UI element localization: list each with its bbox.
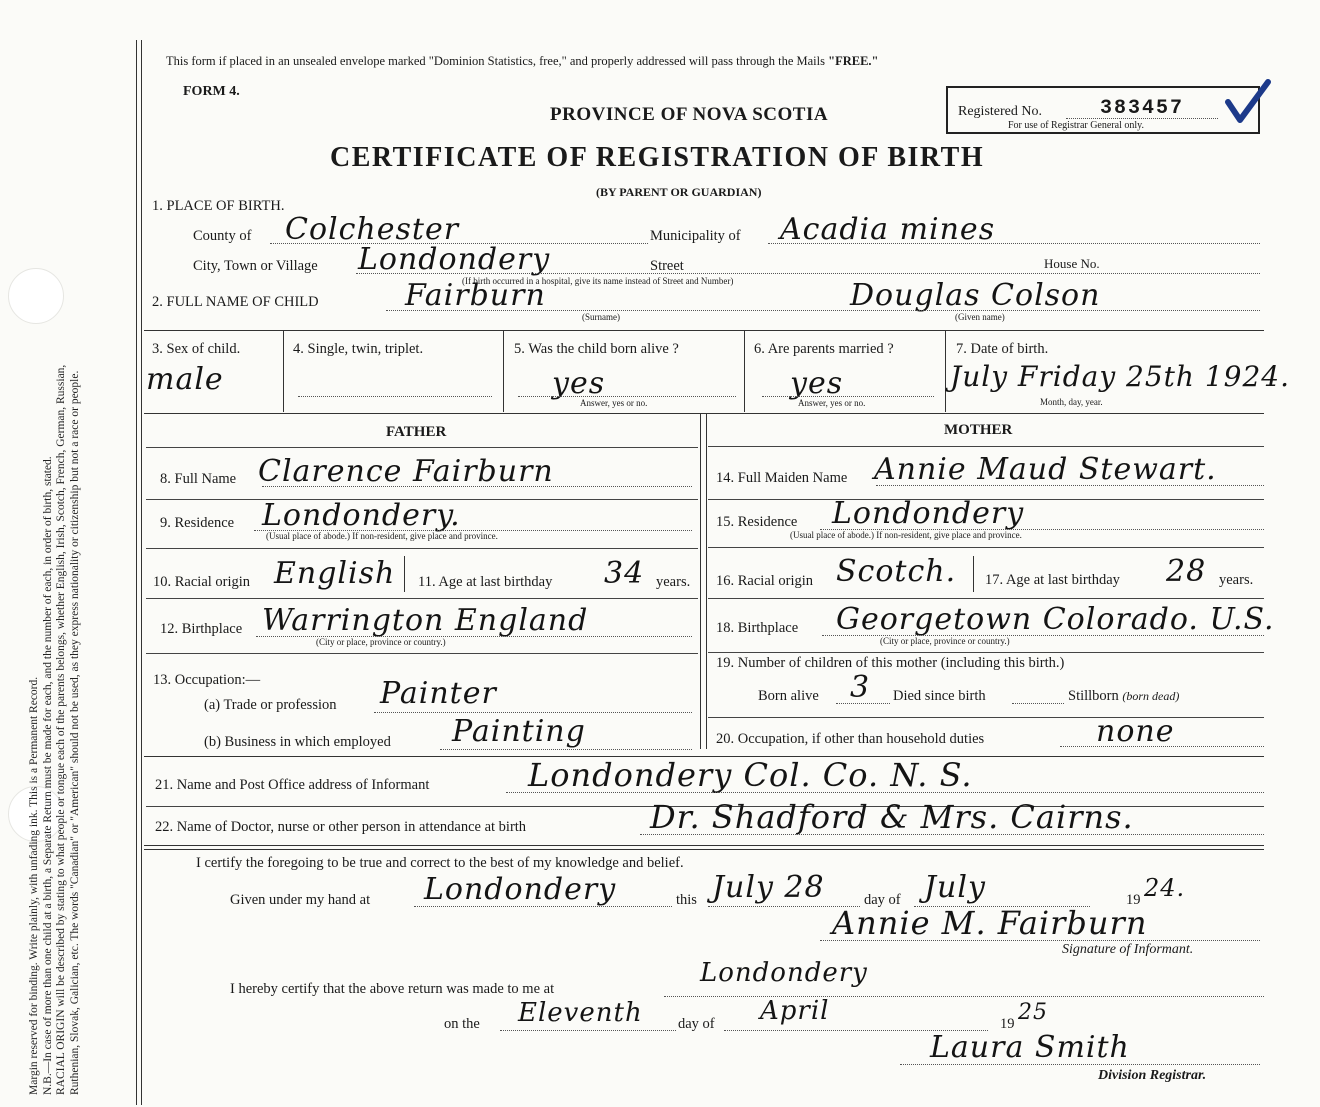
born-alive-count: 3 (850, 670, 871, 705)
mother-name-label: 14. Full Maiden Name (716, 470, 848, 486)
mother-name: Annie Maud Stewart. (874, 452, 1217, 487)
margin-note-line: N.B.—In case of more than one child at a birth, a Separate Return must be made for each, and the number of each, in order of birth, stated. (41, 456, 54, 1095)
mother-age-label: 17. Age at last birthday (985, 572, 1120, 588)
margin-notes (28, 45, 82, 1095)
day-of-label: day of (864, 892, 901, 908)
mother-age: 28 (1166, 554, 1207, 589)
born-alive-value: yes (552, 366, 606, 401)
on-the-label: on the (444, 1016, 480, 1032)
binding-rule-inner (141, 40, 142, 1105)
county-label: County of (193, 228, 252, 244)
margin-note-line: RACIAL ORIGIN will be described by stating to what people or tongue each of the parents belongs, whether English, Irish, Scotch, French, German, Russian, (55, 364, 68, 1095)
trade-label: (a) Trade or profession (204, 697, 337, 713)
page-title: CERTIFICATE OF REGISTRATION OF BIRTH (330, 142, 985, 173)
father-residence-label: 9. Residence (160, 515, 235, 531)
given-name-caption: (Given name) (955, 312, 1005, 322)
form-number: FORM 4. (183, 84, 240, 99)
mother-years: years. (1219, 572, 1254, 588)
child-surname: Fairburn (405, 278, 546, 313)
registrar-place: Londondery (700, 958, 868, 988)
mother-birthplace-note: (City or place, province or country.) (880, 636, 1010, 646)
informant-signature-label: Signature of Informant. (1062, 942, 1194, 957)
parents-married-value: yes (790, 366, 844, 401)
registrar-year: 25 (1018, 1000, 1048, 1025)
father-birthplace-label: 12. Birthplace (160, 621, 243, 637)
county-value: Colchester (285, 212, 460, 247)
hospital-note: (If birth occurred in a hospital, give its name instead of Street and Number) (462, 276, 734, 286)
informant-signature: Annie M. Fairburn (832, 904, 1148, 942)
margin-note-line: Margin reserved for binding. Write plainly, with unfading ink. This is a Permanent Record. (28, 676, 40, 1095)
mother-residence-label: 15. Residence (716, 514, 798, 530)
mother-racial: Scotch. (836, 554, 957, 589)
surname-caption: (Surname) (582, 312, 620, 322)
margin-note-line: Ruthenian, Slovak, Galician, etc. The words "Canadian" or "American" should not be used, as they express nationality or citizenship but not a race or people. (68, 370, 81, 1095)
father-birthplace-note: (City or place, province or country.) (316, 637, 446, 647)
business-value: Painting (452, 714, 586, 749)
registrar-day-of-label: day of (678, 1016, 715, 1032)
sex-label: 3. Sex of child. (152, 341, 241, 357)
check-icon (1222, 76, 1274, 128)
mother-occupation: none (1096, 714, 1175, 749)
doctor-label: 22. Name of Doctor, nurse or other person in attendance at birth (155, 819, 527, 835)
dob-note: Month, day, year. (1040, 397, 1103, 407)
informant-value: Londondery Col. Co. N. S. (528, 756, 973, 794)
father-age: 34 (604, 556, 645, 591)
father-years: years. (656, 574, 691, 590)
dob-label: 7. Date of birth. (956, 341, 1049, 357)
given-place: Londondery (424, 872, 617, 907)
registration-box (946, 86, 1260, 134)
born-alive-label: 5. Was the child born alive ? (514, 341, 679, 357)
father-age-label: 11. Age at last birthday (418, 574, 553, 590)
father-racial: English (274, 556, 396, 591)
father-residence: Londondery. (262, 498, 461, 533)
registrar-signature-label: Division Registrar. (1098, 1068, 1207, 1083)
mail-notice (166, 54, 878, 69)
mother-occupation-label: 20. Occupation, if other than household duties (716, 731, 985, 747)
multiple-birth-label: 4. Single, twin, triplet. (293, 341, 424, 357)
mail-free-text: "FREE." (828, 54, 879, 68)
father-racial-label: 10. Racial origin (153, 574, 251, 590)
child-given-name: Douglas Colson (850, 278, 1101, 313)
father-birthplace: Warrington England (262, 603, 589, 638)
father-heading: FATHER (386, 424, 447, 440)
city-value: Londondery (358, 242, 551, 277)
father-name: Clarence Fairburn (258, 454, 554, 489)
children-count-label: 19. Number of children of this mother (including this birth.) (716, 655, 1065, 671)
occupation-label: 13. Occupation:— (153, 672, 261, 688)
stillborn-label (1068, 688, 1179, 705)
registered-number: 383457 (1100, 97, 1185, 120)
certify-statement: I certify the foregoing to be true and correct to the best of my knowledge and belief. (196, 855, 684, 871)
place-heading: 1. PLACE OF BIRTH. (152, 198, 285, 214)
day-of-value: July (924, 870, 986, 905)
father-abode-note: (Usual place of abode.) If non-resident, give place and province. (266, 531, 498, 541)
year-prefix: 19 (1126, 892, 1141, 908)
born-alive-count-label: Born alive (758, 688, 819, 704)
answer-note: Answer, yes or no. (798, 398, 866, 408)
stillborn-note: (born dead) (1122, 689, 1180, 703)
child-name-label: 2. FULL NAME OF CHILD (152, 294, 319, 310)
mail-notice-text: This form if placed in an unsealed envelope marked "Dominion Statistics, free," and properly addressed will pass through the Mails (166, 54, 825, 68)
business-label: (b) Business in which employed (204, 734, 391, 750)
mother-birthplace-label: 18. Birthplace (716, 620, 799, 636)
registrar-statement: I hereby certify that the above return was made to me at (230, 981, 555, 997)
mother-abode-note: (Usual place of abode.) If non-resident, give place and province. (790, 530, 1022, 540)
registrar-year-prefix: 19 (1000, 1016, 1015, 1032)
registrar-use-note: For use of Registrar General only. (1008, 120, 1144, 131)
registrar-day: Eleventh (518, 998, 643, 1028)
mother-residence: Londondery (832, 496, 1025, 531)
this-day: July 28 (712, 870, 825, 905)
page-subtitle: (BY PARENT OR GUARDIAN) (596, 185, 762, 199)
registered-label: Registered No. (958, 104, 1042, 119)
sex-value: male (146, 362, 224, 397)
registrar-signature: Laura Smith (930, 1030, 1130, 1065)
stillborn-label-text: Stillborn (1068, 688, 1119, 704)
this-label: this (676, 892, 697, 908)
mother-racial-label: 16. Racial origin (716, 573, 814, 589)
doctor-value: Dr. Shadford & Mrs. Cairns. (650, 798, 1134, 836)
mother-birthplace: Georgetown Colorado. U.S. (836, 602, 1275, 637)
informant-label: 21. Name and Post Office address of Informant (155, 777, 430, 793)
binding-rule (136, 40, 137, 1105)
parents-married-label: 6. Are parents married ? (754, 341, 894, 357)
father-name-label: 8. Full Name (160, 471, 237, 487)
municipality-value: Acadia mines (780, 212, 996, 247)
street-label: Street (650, 258, 684, 274)
trade-value: Painter (380, 676, 497, 711)
house-label: House No. (1044, 256, 1100, 271)
registrar-month: April (760, 996, 830, 1026)
answer-note: Answer, yes or no. (580, 398, 648, 408)
municipality-label: Municipality of (650, 228, 741, 244)
dob-value: July Friday 25th 1924. (950, 360, 1291, 393)
mother-heading: MOTHER (944, 422, 1013, 438)
died-since-birth-label: Died since birth (893, 688, 986, 704)
certify-year: 24. (1144, 874, 1186, 902)
given-under-label: Given under my hand at (230, 892, 371, 908)
city-label: City, Town or Village (193, 258, 318, 274)
province-heading: PROVINCE OF NOVA SCOTIA (550, 104, 829, 125)
